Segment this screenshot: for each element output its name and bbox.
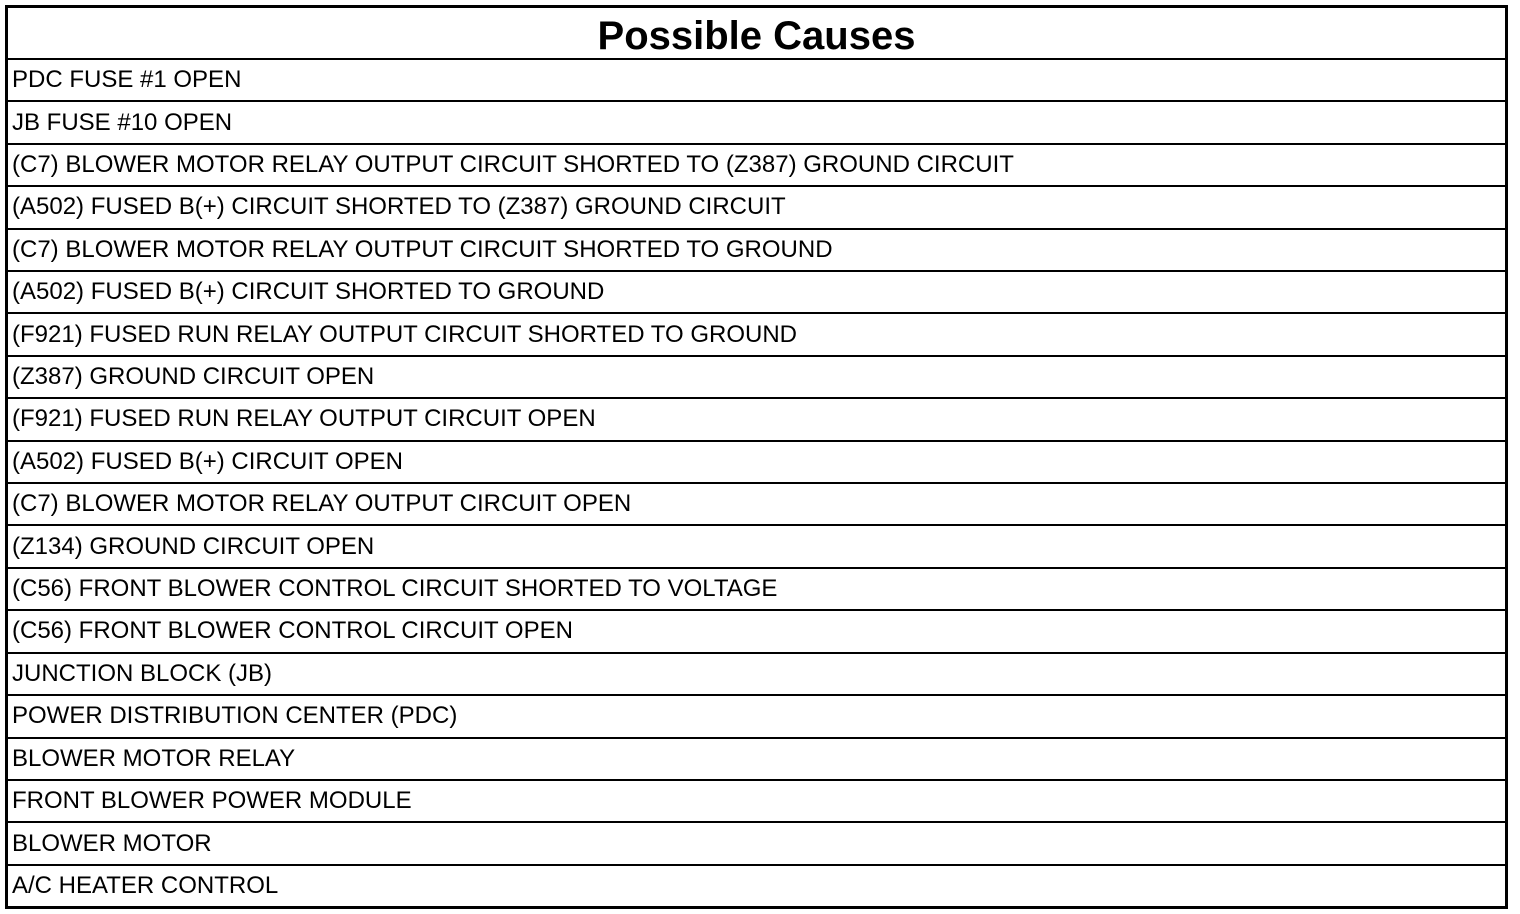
table-row: (F921) FUSED RUN RELAY OUTPUT CIRCUIT OPEN [8,399,1505,441]
table-row: BLOWER MOTOR [8,823,1505,865]
possible-causes-table [5,5,1508,909]
table-row: (C56) FRONT BLOWER CONTROL CIRCUIT SHORTED TO VOLTAGE [8,569,1505,611]
table-row: (Z387) GROUND CIRCUIT OPEN [8,357,1505,399]
table-row: (A502) FUSED B(+) CIRCUIT SHORTED TO GROUND [8,272,1505,314]
table-row: JUNCTION BLOCK (JB) [8,654,1505,696]
table-row: A/C HEATER CONTROL [12,871,279,899]
table-row: JB FUSE #10 OPEN [8,102,1505,144]
table-row: (C7) BLOWER MOTOR RELAY OUTPUT CIRCUIT OPEN [8,484,1505,526]
table-row: POWER DISTRIBUTION CENTER (PDC) [8,696,1505,738]
table-row: PDC FUSE #1 OPEN [8,60,1505,102]
table-row: (C7) BLOWER MOTOR RELAY OUTPUT CIRCUIT SHORTED TO (Z387) GROUND CIRCUIT [8,145,1505,187]
table-body [8,60,1505,906]
table-title: Possible Causes [8,8,1505,60]
table-row: FRONT BLOWER POWER MODULE [8,781,1505,823]
table-row: (A502) FUSED B(+) CIRCUIT SHORTED TO (Z387) GROUND CIRCUIT [8,187,1505,229]
table-row: BLOWER MOTOR RELAY [8,739,1505,781]
table-row: (F921) FUSED RUN RELAY OUTPUT CIRCUIT SHORTED TO GROUND [8,314,1505,356]
table-row: (C7) BLOWER MOTOR RELAY OUTPUT CIRCUIT SHORTED TO GROUND [8,230,1505,272]
table-row: (Z134) GROUND CIRCUIT OPEN [8,526,1505,568]
table-row: (C56) FRONT BLOWER CONTROL CIRCUIT OPEN [8,611,1505,653]
table-row: (A502) FUSED B(+) CIRCUIT OPEN [8,442,1505,484]
